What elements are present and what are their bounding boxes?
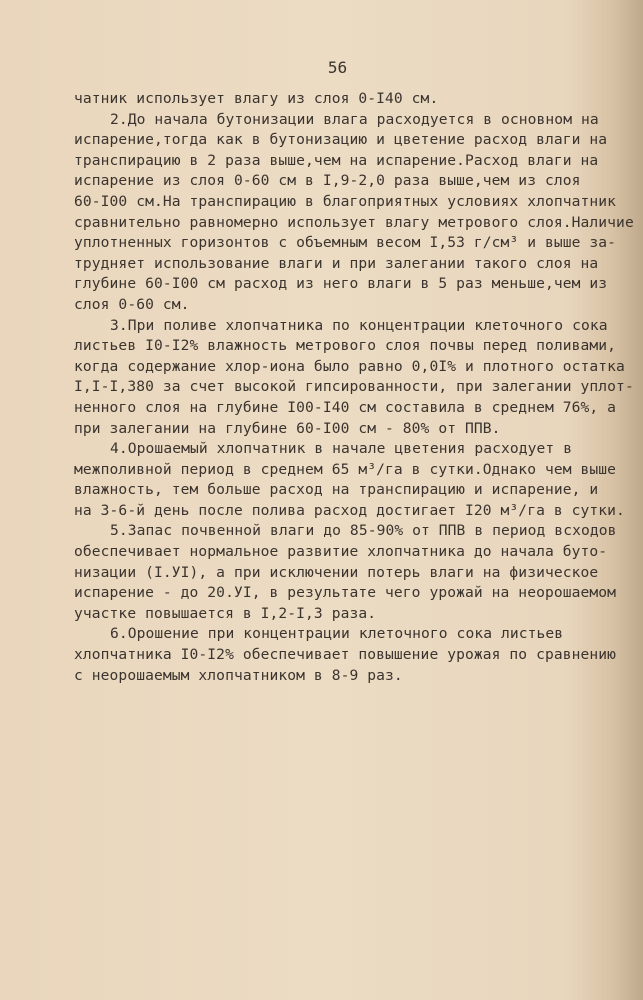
text-line: испарение,тогда как в бутонизацию и цветение расход влаги на <box>74 131 608 149</box>
paragraph-3 <box>74 316 634 440</box>
text-line: с неорошаемым хлопчатником в 8-9 раз. <box>74 666 403 684</box>
text-line: трудняет использование влаги и при залегании такого слоя на <box>74 254 599 272</box>
paragraph-6 <box>74 624 634 686</box>
text-line: влажность, тем больше расход на транспирацию и испарение, и <box>74 481 599 499</box>
text-line: слоя 0-60 см. <box>74 295 190 313</box>
text-line: 4.Орошаемый хлопчатник в начале цветения расходует в <box>110 440 573 458</box>
paragraph-2 <box>74 110 634 316</box>
text-line: I,I-I,380 за счет высокой гипсированности, при залегании уплот- <box>74 378 634 396</box>
paragraph-4 <box>74 439 634 521</box>
text-line: сравнительно равномерно использует влагу метрового слоя.Наличие <box>74 213 634 231</box>
document-body <box>74 89 634 686</box>
text-line: хлопчатника I0-I2% обеспечивает повышение урожая по сравнению <box>74 646 617 664</box>
text-line: транспирацию в 2 раза выше,чем на испарение.Расход влаги на <box>74 151 599 169</box>
text-line: ненного слоя на глубине I00-I40 см составила в среднем 76%, а <box>74 398 617 416</box>
text-line: 6.Орошение при концентрации клеточного сока листьев <box>110 625 564 643</box>
text-line: чатник использует влагу из слоя 0-I40 см. <box>74 90 439 107</box>
text-line: 3.При поливе хлопчатника по концентрации клеточного сока <box>110 316 608 334</box>
text-line: когда содержание хлор-иона было равно 0,0I% и плотного остатка <box>74 357 625 375</box>
text-line: 2.До начала бутонизации влага расходуется в основном на <box>110 110 599 128</box>
text-line: обеспечивает нормальное развитие хлопчатника до начала буто- <box>74 543 608 561</box>
text-line: 60-I00 см.На транспирацию в благоприятных условиях хлопчатник <box>74 192 617 210</box>
paragraph-5 <box>74 521 634 624</box>
paragraph-1 <box>74 89 634 110</box>
text-line: глубине 60-I00 см расход из него влаги в 5 раз меньше,чем из <box>74 275 608 293</box>
page-number: 56 <box>327 58 348 77</box>
text-line: межполивной период в среднем 65 м³/га в сутки.Однако чем выше <box>74 460 617 478</box>
text-line: испарение из слоя 0-60 см в I,9-2,0 раза выше,чем из слоя <box>74 172 581 190</box>
text-line: при залегании на глубине 60-I00 см - 80% от ППВ. <box>74 419 501 437</box>
text-line: испарение - до 20.УI, в результате чего урожай на неорошаемом <box>74 584 617 602</box>
text-line: низации (I.УI), а при исключении потерь влаги на физическое <box>74 563 599 581</box>
text-line: листьев I0-I2% влажность метрового слоя почвы перед поливами, <box>74 337 617 355</box>
text-line: на 3-6-й день после полива расход достигает I20 м³/га в сутки. <box>74 501 625 519</box>
text-line: участке повышается в I,2-I,3 раза. <box>74 604 377 622</box>
text-line: 5.Запас почвенной влаги до 85-90% от ППВ в период всходов <box>110 522 617 540</box>
text-line: уплотненных горизонтов с объемным весом I,53 г/см³ и выше за- <box>74 234 617 252</box>
